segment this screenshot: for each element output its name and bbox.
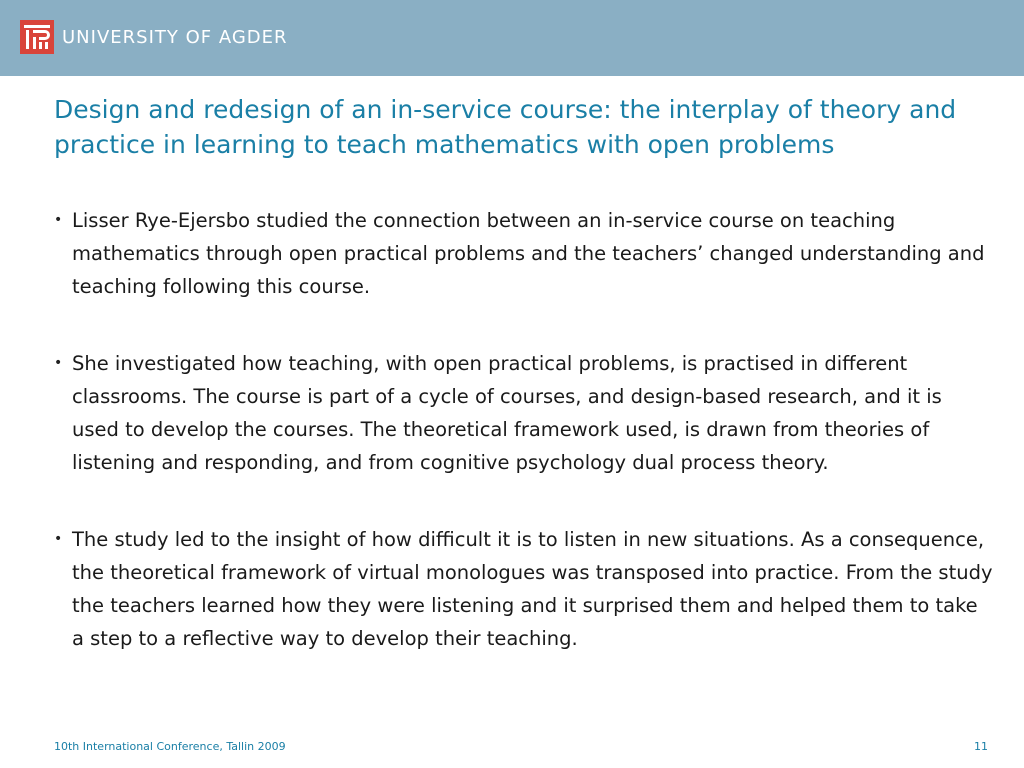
bullet-item: [54, 347, 994, 479]
bullet-marker: •: [54, 531, 63, 547]
slide-title: Design and redesign of an in-service course: the interplay of theory and practice in learning to teach mathematics with open problems: [54, 95, 957, 159]
bullet-item: [54, 523, 994, 655]
bullet-item: [54, 204, 994, 303]
logo-text: UNIVERSITY OF AGDER: [62, 26, 288, 48]
bullet-text: Lisser Rye-Ejersbo studied the connection between an in-service course on teaching mathematics through open practical problems and the teachers’ changed understanding and teaching following this course.: [72, 209, 985, 298]
bullet-text: She investigated how teaching, with open practical problems, is practised in different classrooms. The course is part of a cycle of courses, and design-based research, and it is used to develop the courses. The theoretical framework used, is drawn from theories of listening and responding, and from cognitive psychology dual process theory.: [72, 352, 942, 474]
university-logo: [20, 20, 288, 54]
university-crest-icon: [20, 20, 54, 54]
bullet-marker: •: [54, 212, 63, 228]
bullet-list: [54, 204, 994, 655]
bullet-text: The study led to the insight of how difficult it is to listen in new situations. As a consequence, the theoretical framework of virtual monologues was transposed into practice. From the study the teachers learned how they were listening and it surprised them and helped them to take a step to a reflective way to develop their teaching.: [72, 528, 993, 650]
bullet-marker: •: [54, 355, 63, 371]
header-bar: [0, 0, 1024, 76]
footer-conference: 10th International Conference, Tallin 2009: [54, 740, 286, 753]
page-number: 11: [974, 740, 988, 753]
